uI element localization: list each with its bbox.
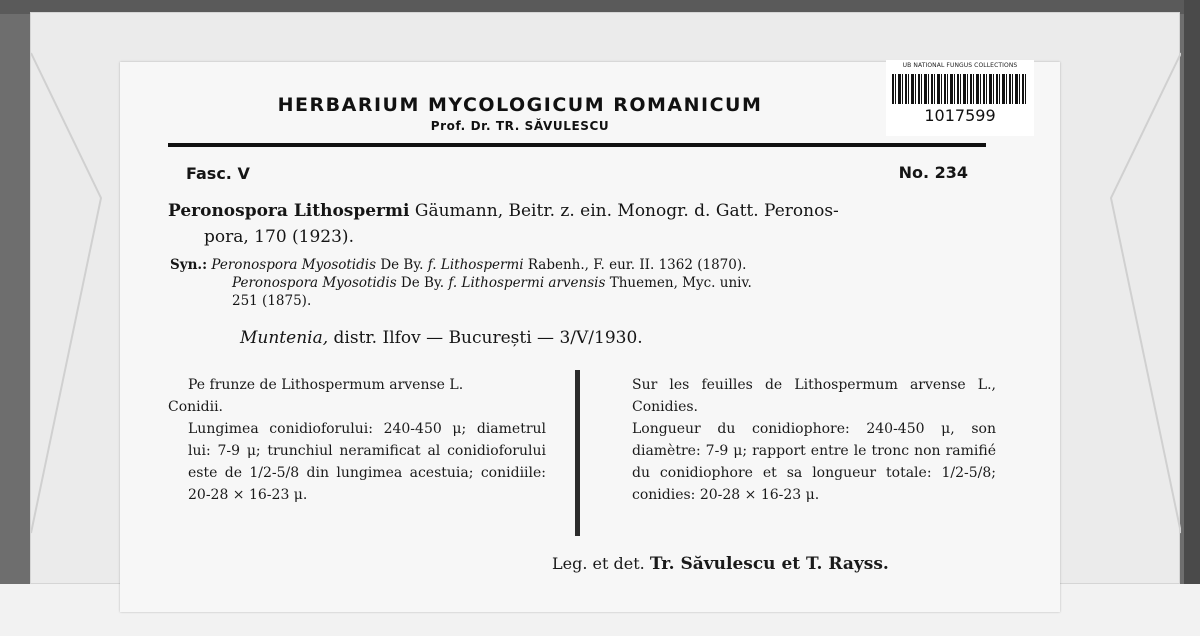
synonym-label: Syn.:: [170, 257, 208, 273]
romanian-measurements: Lungimea conidioforului: 240-450 μ; diametrul lui: 7-9 μ; trunchiul neramificat al conidioforului este de 1/2-5/8 din lungimea acestuia; conidiile: 20-28 × 16-23 μ.: [188, 421, 546, 503]
collectors-names: Tr. Săvulescu et T. Rayss.: [649, 554, 889, 574]
collectors-prefix: Leg. et det.: [552, 554, 645, 573]
label-subtitle: Prof. Dr. TR. SĂVULESCU: [430, 119, 610, 133]
collectors-line: [552, 554, 972, 574]
locality-region: Muntenia,: [240, 328, 329, 348]
column-divider: [575, 370, 580, 536]
species-name: Peronospora Lithospermi: [168, 201, 410, 221]
romanian-description: [168, 374, 546, 506]
synonym2-year: 251 (1875).: [232, 293, 312, 309]
background-right: [1184, 0, 1200, 600]
species-citation-line1: Gäumann, Beitr. z. ein. Monogr. d. Gatt. Peronos-: [414, 201, 839, 221]
synonyms-block: [170, 256, 992, 310]
french-description: [612, 374, 996, 506]
synonym2-reference: Thuemen, Myc. univ.: [609, 275, 752, 291]
header-rule: [168, 143, 986, 147]
barcode-image: [892, 74, 1028, 104]
label-title: HERBARIUM MYCOLOGICUM ROMANICUM: [277, 94, 763, 116]
romanian-stage: Conidii.: [168, 399, 224, 415]
fascicle-number: Fasc. V: [186, 164, 250, 183]
synonym1-form: f. Lithospermi: [427, 257, 524, 273]
locality-line: [240, 328, 880, 348]
french-measurements: Longueur du conidiophore: 240-450 μ, son diamètre: 7-9 μ; rapport entre le tronc non ramifié du conidiophore et sa longueur totale: 1/2-5/8; conidies: 20-28 × 16-23 μ.: [632, 421, 996, 503]
species-citation-line2: pora, 170 (1923).: [204, 227, 354, 247]
barcode-number: 1017599: [924, 106, 996, 125]
species-citation: [168, 198, 988, 250]
barcode-sticker: [886, 60, 1034, 136]
french-host: Sur les feuilles de Lithospermum arvense L., Conidies.: [632, 377, 996, 415]
synonym2-form: f. Lithospermi arvensis: [448, 275, 606, 291]
synonym2-genus: Peronospora Myosotidis: [232, 275, 397, 291]
specimen-number: No. 234: [898, 163, 968, 182]
synonym1-reference: Rabenh., F. eur. II. 1362 (1870).: [527, 257, 747, 273]
romanian-host: Pe frunze de Lithospermum arvense L.: [188, 377, 464, 393]
barcode-caption: UB NATIONAL FUNGUS COLLECTIONS: [902, 62, 1018, 69]
locality-details: distr. Ilfov — București — 3/V/1930.: [333, 328, 643, 348]
synonym1-genus: Peronospora Myosotidis: [211, 257, 377, 273]
synonym1-author: De By.: [380, 257, 424, 273]
synonym2-author: De By.: [400, 275, 445, 291]
